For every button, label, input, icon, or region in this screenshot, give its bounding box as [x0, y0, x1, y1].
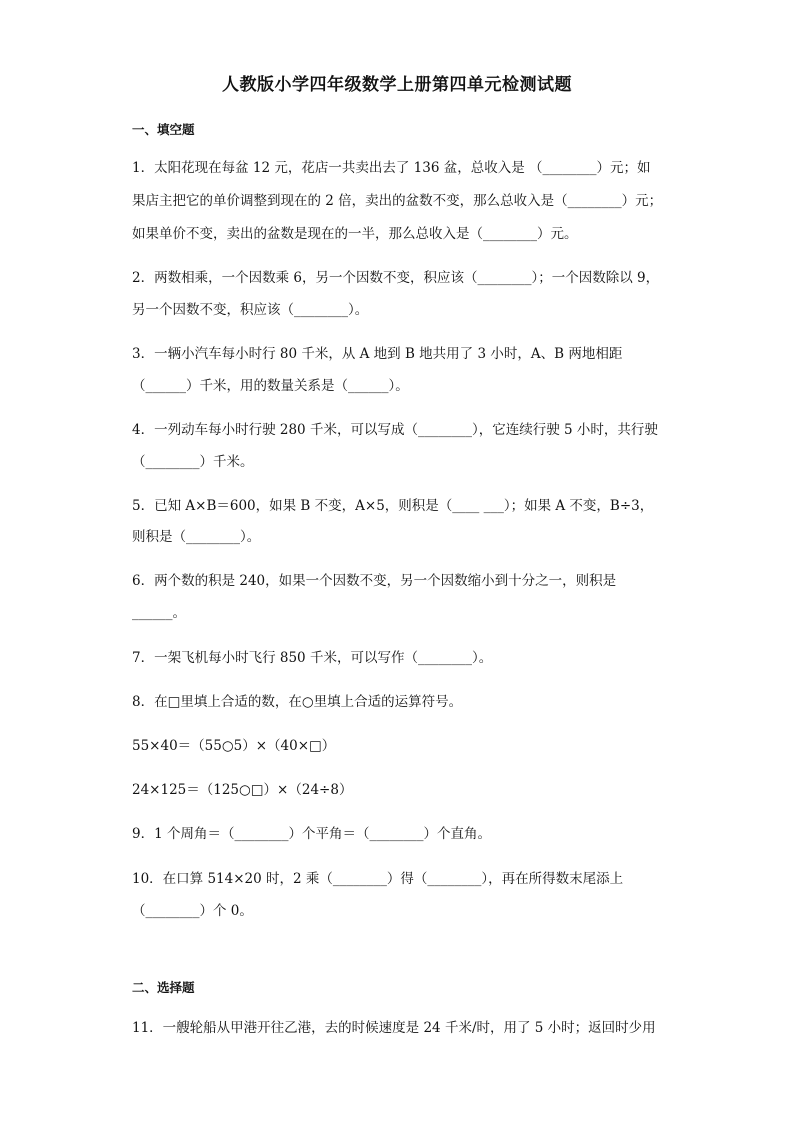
question-11-line-1: 11．一艘轮船从甲港开往乙港，去的时候速度是 24 千米/时，用了 5 小时；返回时少用 [132, 1020, 656, 1036]
question-4-line-2: （________）千米。 [132, 454, 254, 470]
question-2-line-2: 另一个因数不变，积应该（________）。 [132, 302, 369, 318]
question-9-line-1: 9．1 个周角＝（________）个平角＝（________）个直角。 [132, 826, 491, 842]
question-10-line-1: 10．在口算 514×20 时，2 乘（________）得（________），再在所得数末尾添上 [132, 871, 624, 887]
question-6-line-1: 6．两个数的积是 240，如果一个因数不变，另一个因数缩小到十分之一，则积是 [132, 573, 617, 589]
question-1-line-3: 如果单价不变，卖出的盆数是现在的一半，那么总收入是（________）元。 [132, 226, 578, 242]
section-heading-multiple-choice: 二、选择题 [132, 980, 195, 995]
question-8-line-1: 8．在□里填上合适的数，在○里填上合适的运算符号。 [132, 694, 463, 710]
question-1-line-2: 果店主把它的单价调整到现在的 2 倍，卖出的盆数不变，那么总收入是（________）元； [132, 193, 663, 209]
question-4-line-1: 4．一列动车每小时行驶 280 千米，可以写成（________），它连续行驶 5 小时，共行驶 [132, 422, 658, 438]
question-5-line-1: 5．已知 A×B＝600，如果 B 不变，A×5，则积是（____ ___）；如果 A 不变，B÷3， [132, 498, 654, 514]
question-7-line-1: 7．一架飞机每小时飞行 850 千米，可以写作（________）。 [132, 650, 493, 666]
question-3-line-2: （______）千米，用的数量关系是（______）。 [132, 378, 409, 394]
question-1-line-1: 1．太阳花现在每盆 12 元，花店一共卖出去了 136 盆，总收入是 （________）元；如 [132, 160, 651, 176]
section-heading-fill-in: 一、填空题 [132, 122, 195, 137]
question-2-line-1: 2．两数相乘，一个因数乘 6，另一个因数不变，积应该（________）；一个因数除以 9， [132, 270, 660, 286]
question-5-line-2: 则积是（________）。 [132, 529, 261, 545]
page-title: 人教版小学四年级数学上册第四单元检测试题 [222, 75, 572, 95]
question-3-line-1: 3．一辆小汽车每小时行 80 千米，从 A 地到 B 地共用了 3 小时，A、B 两地相距 [132, 346, 623, 362]
question-6-line-2: ______。 [132, 605, 186, 621]
question-10-line-2: （________）个 0。 [132, 903, 253, 919]
question-8-equation-1: 55×40＝（55○5）×（40×□） [132, 738, 336, 754]
question-8-equation-2: 24×125＝（125○□）×（24÷8） [132, 782, 353, 798]
